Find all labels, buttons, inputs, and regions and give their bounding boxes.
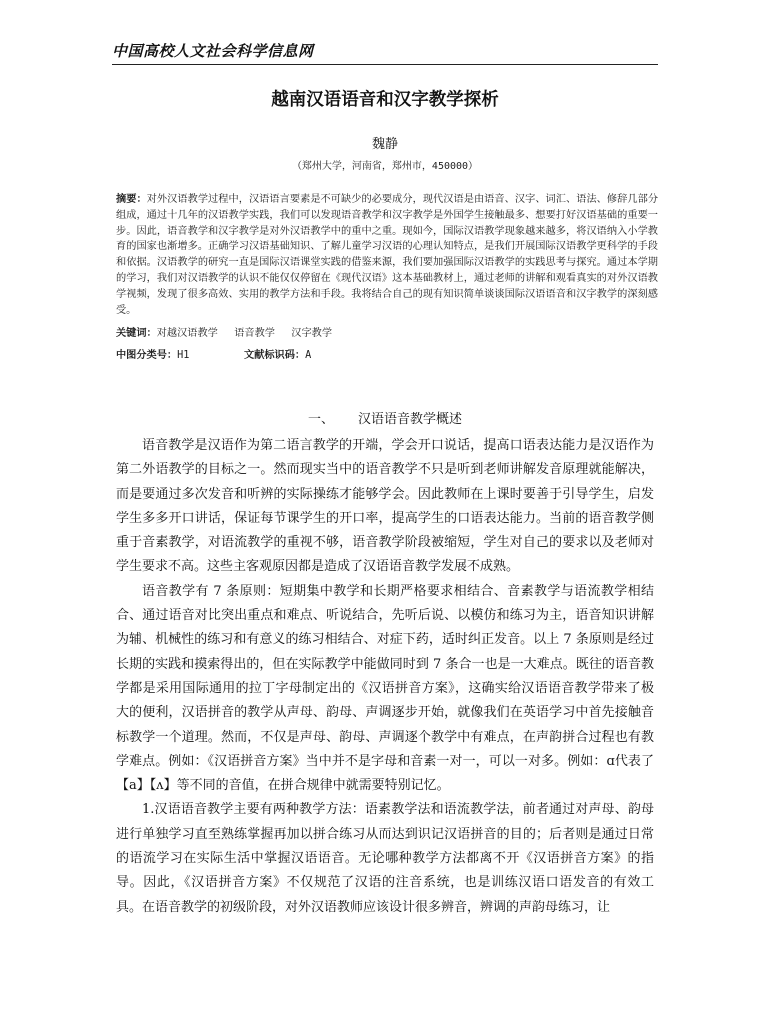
article-title: 越南汉语语音和汉字教学探析 (271, 90, 499, 110)
keywords (116, 326, 658, 342)
author-name: 魏静 (371, 137, 398, 152)
abstract-label: 摘要： (116, 194, 147, 205)
paragraph: 1.汉语语音教学主要有两种教学方法：语素教学法和语流教学法，前者通过对声母、韵母进行单独学习直至熟练掌握再加以拼合练习从而达到识记汉语拼音的目的；后者则是通过日常的语流学习在实际生活中掌握汉语语音。无论哪种教学方法都离不开《汉语拼音方案》的指导。因此，《汉语拼音方案》不仅规范了汉语的注音系统，也是训练汉语口语发音的有效工具。在语音教学的初级阶段，对外汉语教师应该设计很多辨音，辨调的声韵母练习，让 (116, 802, 654, 915)
journal-header: 中国高校人文社会科学信息网 (112, 42, 314, 60)
paragraph: 语音教学是汉语作为第二语言教学的开端，学会开口说话，提高口语表达能力是汉语作为第二外语教学的目标之一。然而现实当中的语音教学不只是听到老师讲解发音原理就能解决，而是要通过多次发音和听辨的实际操练才能够学会。因此教师在上课时要善于引导学生，启发学生多多开口讲话，保证每节课学生的开口率，提高学生的口语表达能力。当前的语音教学侧重于音素教学，对语流教学的重视不够，语音教学阶段被缩短，学生对自己的要求以及老师对学生要求不高。这些主客观原因都是造成了汉语语音教学发展不成熟。 (116, 438, 654, 575)
header-rule (112, 64, 658, 65)
doc-code (244, 348, 311, 364)
clc-value: H1 (177, 350, 190, 361)
abstract (116, 192, 658, 318)
keywords-text: 对越汉语教学 语音教学 汉字教学 (156, 328, 333, 339)
section-number: 一、 (307, 412, 334, 427)
clc-label: 中图分类号： (116, 350, 178, 361)
paragraph: 语音教学有 7 条原则：短期集中教学和长期严格要求相结合、音素教学与语流教学相结合、通过语音对比突出重点和难点、听说结合，先听后说、以模仿和练习为主，语音知识讲解为辅、机械性的练习和有意义的练习相结合、对症下药，适时纠正发音。以上 7 条原则是经过长期的实践和摸索得出的，但在实际教学中能做同时到 7 条合一也是一大难点。既往的语音教学都是采用国际通用的拉丁字母制定出的《汉语拼音方案》，这确实给汉语语音教学带来了极大的便利，汉语拼音的教学从声母、韵母、声调逐步开始，就像我们在英语学习中首先接触音标教学一个道理。然而，不仅是声母、韵母、声调逐个教学中有难点，在声韵拼合过程也有教学难点。例如：《汉语拼音方案》当中并不是字母和音素一对一，可以一对多。例如：ɑ代表了【a】【ʌ】等不同的音值，在拼合规律中就需要特别记忆。 (116, 583, 654, 794)
body-text (116, 434, 654, 920)
author-affiliation: （郑州大学，河南省，郑州市，450000） (291, 161, 479, 172)
abstract-text: 对外汉语教学过程中，汉语语言要素是不可缺少的必要成分，现代汉语是由语音、汉字、词汇、语法、修辞几部分组成，通过十几年的汉语教学实践，我们可以发现语音教学和汉字教学是外国学生接触最多、想要打好汉语基础的重要一步。因此，语音教学和汉字教学是对外汉语教学中的重中之重。现如今，国际汉语教学现象越来越多，将汉语纳入小学教育的国家也渐增多。正确学习汉语基础知识、了解儿童学习汉语的心理认知特点，是我们开展国际汉语教学更科学的手段和依据。汉语教学的研究一直是国际汉语课堂实践的借鉴来源，我们要加强国际汉语教学的实践思考与探究。通过本学期的学习，我们对汉语教学的认识不能仅仅停留在《现代汉语》这本基础教材上，通过老师的讲解和观看真实的对外汉语教学视频，发现了很多高效、实用的教学方法和手段。我将结合自己的现有知识简单谈谈国际汉语语音和汉字教学的深刻感受。 (116, 194, 659, 316)
classification-line (116, 348, 658, 364)
section-heading (112, 408, 658, 427)
section-title: 汉语语音教学概述 (358, 412, 463, 427)
doc-code-label: 文献标识码： (244, 350, 306, 361)
keywords-label: 关键词： (116, 328, 157, 339)
doc-code-value: A (305, 350, 312, 361)
